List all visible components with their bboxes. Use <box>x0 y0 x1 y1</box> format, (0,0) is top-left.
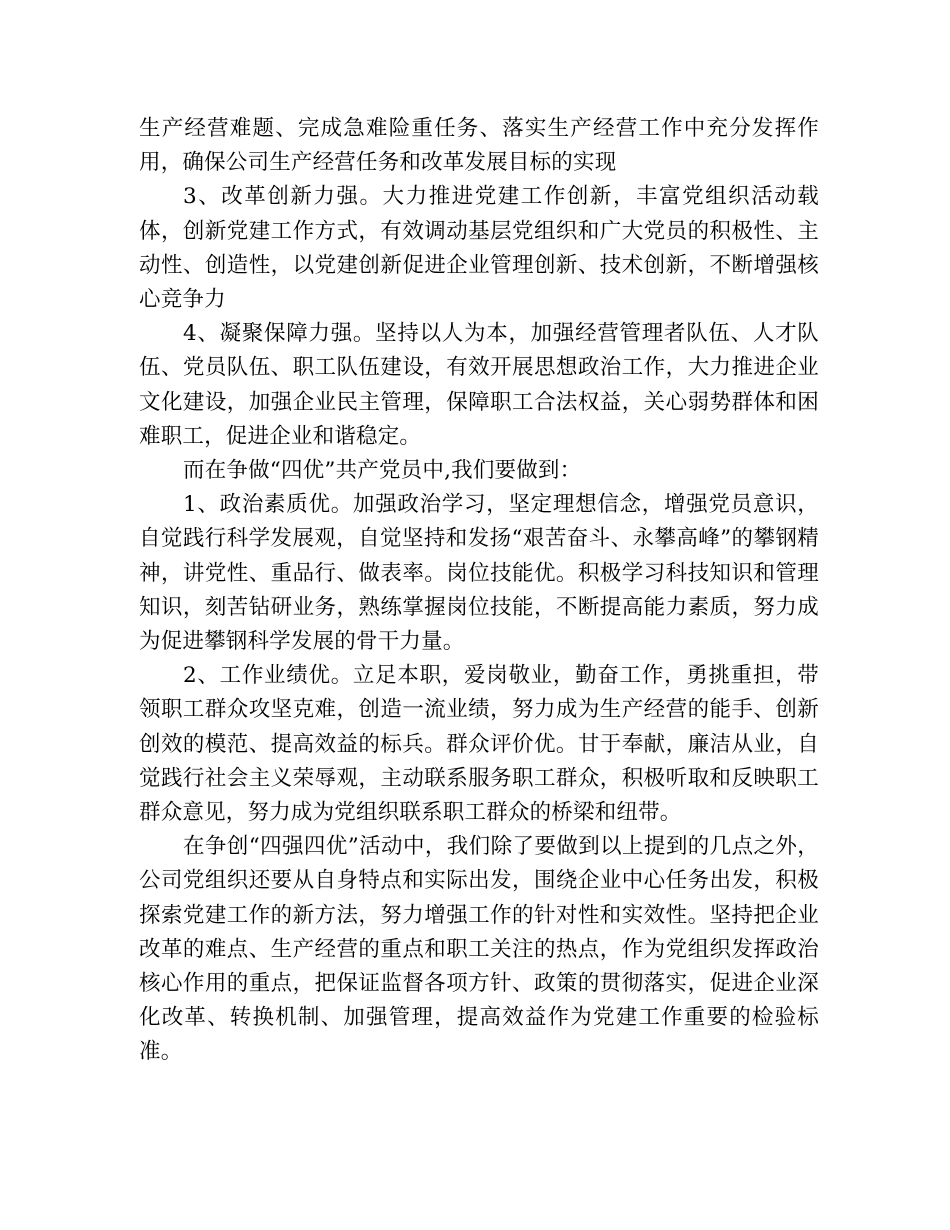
paragraph-conclusion: 在争创“四强四优”活动中，我们除了要做到以上提到的几点之外，公司党组织还要从自身特点和实际出发，围绕企业中心任务出发，积极探索党建工作的新方法，努力增强工作的针对性和实效性。坚持把企业改革的难点、生产经营的重点和职工关注的热点，作为党组织发挥政治核心作用的重点，把保证监督各项方针、政策的贯彻落实，促进企业深化改革、转换机制、加强管理，提高效益作为党建工作重要的检验标准。 <box>139 834 819 1065</box>
document-body <box>139 112 819 1070</box>
paragraph-political-quality: 1、政治素质优。加强政治学习，坚定理想信念，增强党员意识，自觉践行科学发展观，自觉坚持和发扬“艰苦奋斗、永攀高峰”的攀钢精神，讲党性、重品行、做表率。岗位技能优。积极学习科技知识和管理知识，刻苦钻研业务，熟练掌握岗位技能，不断提高能力素质，努力成为促进攀钢科学发展的骨干力量。 <box>139 492 819 655</box>
paragraph-work-performance: 2、工作业绩优。立足本职，爱岗敬业，勤奋工作，勇挑重担，带领职工群众攻坚克难，创造一流业绩，努力成为生产经营的能手、创新创效的模范、提高效益的标兵。群众评价优。甘于奉献，廉洁从业，自觉践行社会主义荣辱观，主动联系服务职工群众，积极听取和反映职工群众意见，努力成为党组织联系职工群众的桥梁和纽带。 <box>139 663 819 826</box>
paragraph-reform-innovation: 3、改革创新力强。大力推进党建工作创新，丰富党组织活动载体，创新党建工作方式，有效调动基层党组织和广大党员的积极性、主动性、创造性，以党建创新促进企业管理创新、技术创新，不断增强核心竞争力 <box>139 184 819 313</box>
paragraph-continuation: 生产经营难题、完成急难险重任务、落实生产经营工作中充分发挥作用，确保公司生产经营任务和改革发展目标的实现 <box>139 116 819 176</box>
paragraph-cohesion-guarantee: 4、凝聚保障力强。坚持以人为本，加强经营管理者队伍、人才队伍、党员队伍、职工队伍建设，有效开展思想政治工作，大力推进企业文化建设，加强企业民主管理，保障职工合法权益，关心弱势群体和困难职工，促进企业和谐稳定。 <box>139 321 819 449</box>
paragraph-four-excellences-intro: 而在争做“四优”共产党员中,我们要做到： <box>183 458 582 484</box>
